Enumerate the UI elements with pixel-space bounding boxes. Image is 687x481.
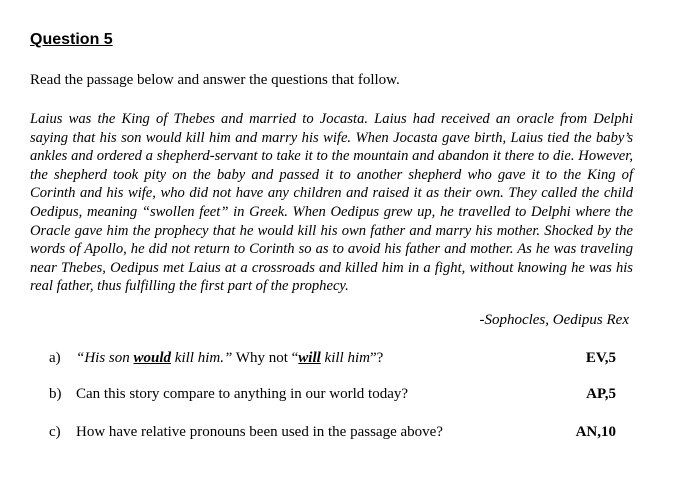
question-b-text: Can this story compare to anything in our world today?: [76, 386, 409, 402]
underlined-will: will: [298, 350, 321, 366]
question-a-mark: EV,5: [585, 350, 616, 366]
question-a-quote: “His son would kill him.”: [76, 350, 233, 366]
passage-attribution: -Sophocles, Oedipus Rex: [479, 312, 629, 328]
instructions: Read the passage below and answer the questions that follow.: [30, 72, 400, 88]
question-a-marker: a): [49, 350, 61, 366]
question-c-body: [49, 424, 443, 441]
question-c-text: How have relative pronouns been used in the passage above?: [76, 424, 443, 440]
question-heading: Question 5: [30, 31, 113, 48]
question-c-mark: AN,10: [575, 424, 616, 440]
question-b-body: [49, 386, 408, 403]
question-c: [49, 424, 616, 441]
question-b-mark: AP,5: [586, 386, 616, 402]
passage-text: Laius was the King of Thebes and married to Jocasta. Laius had received an oracle from Delphi saying that his son would kill him and marry his wife. When Jocasta gave birth, Laius tied the baby’s ankles and ordered a shepherd-servant to take it to the mountain and abandon it there to die. However, the shepherd took pity on the baby and passed it to another shepherd who gave it to the King of Corinth and his wife, who did not have any children and raised it as their own. They called the child Oedipus, meaning “swollen feet” in Greek. When Oedipus grew up, he travelled to Delphi where the Oracle gave him the prophecy that he would kill his own father and marry his mother. Shocked by the words of Apollo, he did not return to Corinth so as to avoid his father and mother. As he was traveling near Thebes, Oedipus met Laius at a crossroads and killed him in a fight, without knowing he was his real father, thus fulfilling the first part of the prophecy.: [30, 111, 633, 295]
question-a-body: a) “His son would kill him.” Why not “will kill him”?: [49, 350, 384, 366]
underlined-would: would: [133, 350, 172, 366]
question-b-marker: b): [49, 386, 62, 402]
question-a: [49, 350, 616, 367]
question-c-marker: c): [49, 424, 61, 440]
question-b: [49, 386, 616, 403]
